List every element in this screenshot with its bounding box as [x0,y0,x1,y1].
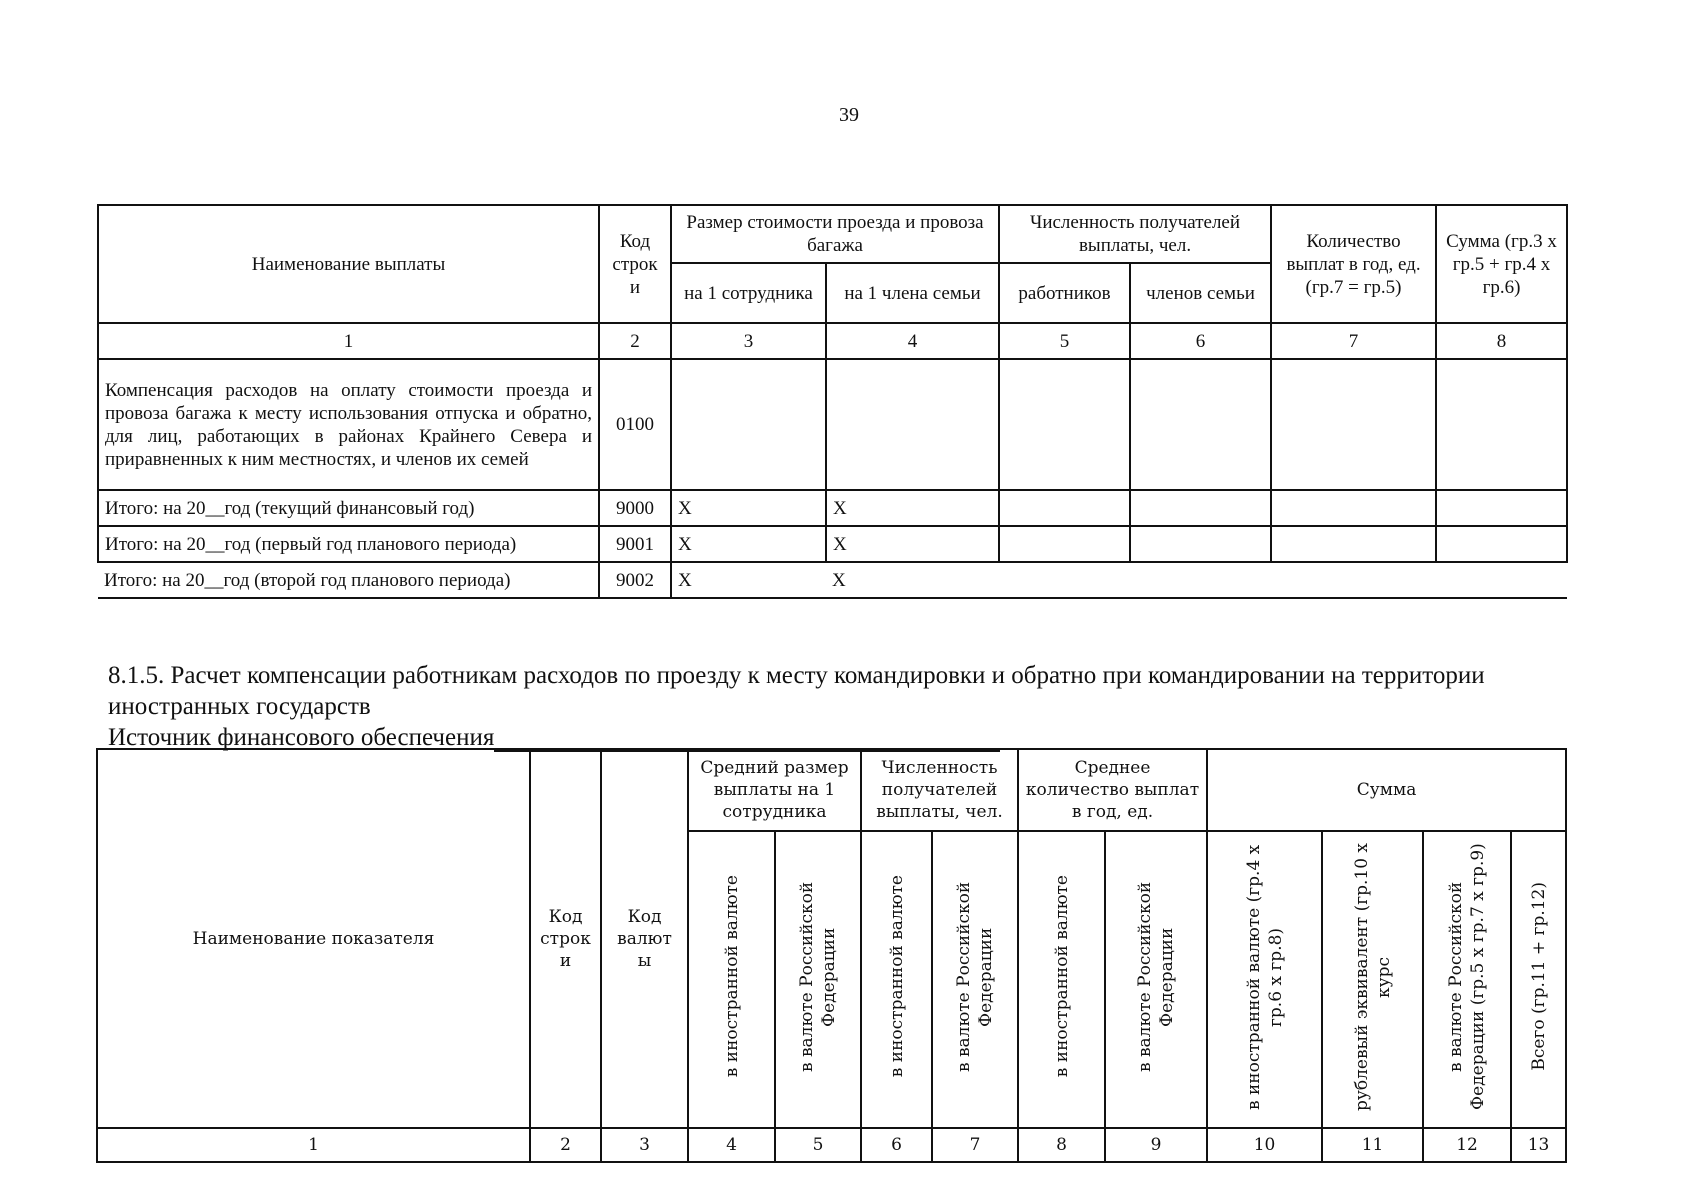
row-cell: X [826,562,999,598]
column-number: 4 [688,1128,775,1162]
column-number: 8 [1436,323,1567,359]
row-cell: X [826,526,999,562]
row-name: Итого: на 20__год (первый год планового периода) [98,526,599,562]
header-cost-group: Размер стоимости проезда и провоза багажа [671,205,999,263]
header-col-9: в валюте Российской Федерации [1105,831,1207,1128]
table-row [98,490,1567,526]
row-cell [671,359,826,490]
header-recipients: Численность получателей выплаты, чел. [861,749,1018,831]
row-code: 0100 [599,359,671,490]
header-family-members: членов семьи [1130,263,1271,323]
row-name: Итого: на 20__год (второй год планового периода) [98,562,599,598]
column-number: 2 [599,323,671,359]
column-number: 5 [775,1128,861,1162]
header-sum: Сумма [1207,749,1566,831]
column-number: 7 [932,1128,1018,1162]
row-name: Итого: на 20__год (текущий финансовый год) [98,490,599,526]
row-cell: X [671,562,826,598]
header-employees: работников [999,263,1130,323]
row-cell [1436,562,1567,598]
header-payments-per-year: Количество выплат в год, ед. (гр.7 = гр.5) [1271,205,1436,323]
column-number: 3 [601,1128,688,1162]
header-col-13: Всего (гр.11 + гр.12) [1511,831,1566,1128]
header-code: Код строк и [599,205,671,323]
column-number: 1 [97,1128,530,1162]
row-cell [1271,359,1436,490]
header-col-4: в иностранной валюте [688,831,775,1128]
row-code: 9001 [599,526,671,562]
column-number: 13 [1511,1128,1566,1162]
row-code: 9000 [599,490,671,526]
row-cell [1436,526,1567,562]
column-number: 2 [530,1128,601,1162]
header-per-family-member: на 1 члена семьи [826,263,999,323]
row-cell [1130,490,1271,526]
header-col-7: в валюте Российской Федерации [932,831,1018,1128]
column-number: 7 [1271,323,1436,359]
header-sum: Сумма (гр.3 x гр.5 + гр.4 x гр.6) [1436,205,1567,323]
row-cell [1271,526,1436,562]
section-title: 8.1.5. Расчет компенсации работникам расходов по проезду к месту командировки и обратно при командировании на территории иностранных государств [108,662,1485,720]
row-cell [1436,490,1567,526]
row-cell [999,490,1130,526]
header-row-code: Код строк и [530,749,601,1128]
row-cell [999,562,1130,598]
row-name: Компенсация расходов на оплату стоимости проезда и провоза багажа к месту использования отпуска и обратно, для лиц, работающих в районах Крайнего Севера и приравненных к ним местностях, и членов их семей [98,359,599,490]
column-number: 6 [1130,323,1271,359]
column-number: 8 [1018,1128,1105,1162]
column-number: 10 [1207,1128,1322,1162]
row-cell: X [671,526,826,562]
table-row [98,562,1567,598]
column-number: 3 [671,323,826,359]
row-code: 9002 [599,562,671,598]
funding-source-label: Источник финансового обеспечения [108,724,495,751]
row-cell [1130,359,1271,490]
column-number: 12 [1423,1128,1511,1162]
header-col-11: рублевый эквивалент (гр.10 x курс [1322,831,1423,1128]
row-cell [1271,562,1436,598]
column-number: 11 [1322,1128,1423,1162]
foreign-business-trip-table [96,748,1567,1163]
header-col-6: в иностранной валюте [861,831,932,1128]
column-number: 6 [861,1128,932,1162]
column-number: 1 [98,323,599,359]
row-cell [1436,359,1567,490]
header-count-group: Численность получателей выплаты, чел. [999,205,1271,263]
column-number: 5 [999,323,1130,359]
header-avg-payment: Средний размер выплаты на 1 сотрудника [688,749,861,831]
column-number: 4 [826,323,999,359]
row-cell [999,359,1130,490]
header-currency-code: Код валют ы [601,749,688,1128]
header-col-12: в валюте Российской Федерации (гр.5 x гр.7 x гр.9) [1423,831,1511,1128]
travel-compensation-table [97,204,1568,599]
row-cell [999,526,1130,562]
table-row [98,526,1567,562]
row-cell [826,359,999,490]
row-cell [1271,490,1436,526]
row-cell [1130,526,1271,562]
header-name: Наименование показателя [97,749,530,1128]
header-name: Наименование выплаты [98,205,599,323]
header-per-employee: на 1 сотрудника [671,263,826,323]
header-avg-count: Среднее количество выплат в год, ед. [1018,749,1207,831]
header-col-10: в иностранной валюте (гр.4 x гр.6 x гр.8) [1207,831,1322,1128]
header-col-8: в иностранной валюте [1018,831,1105,1128]
header-col-5: в валюте Российской Федерации [775,831,861,1128]
column-number: 9 [1105,1128,1207,1162]
row-cell [1130,562,1271,598]
page-number: 39 [839,104,859,126]
row-cell: X [826,490,999,526]
row-cell: X [671,490,826,526]
table-row [98,359,1567,490]
